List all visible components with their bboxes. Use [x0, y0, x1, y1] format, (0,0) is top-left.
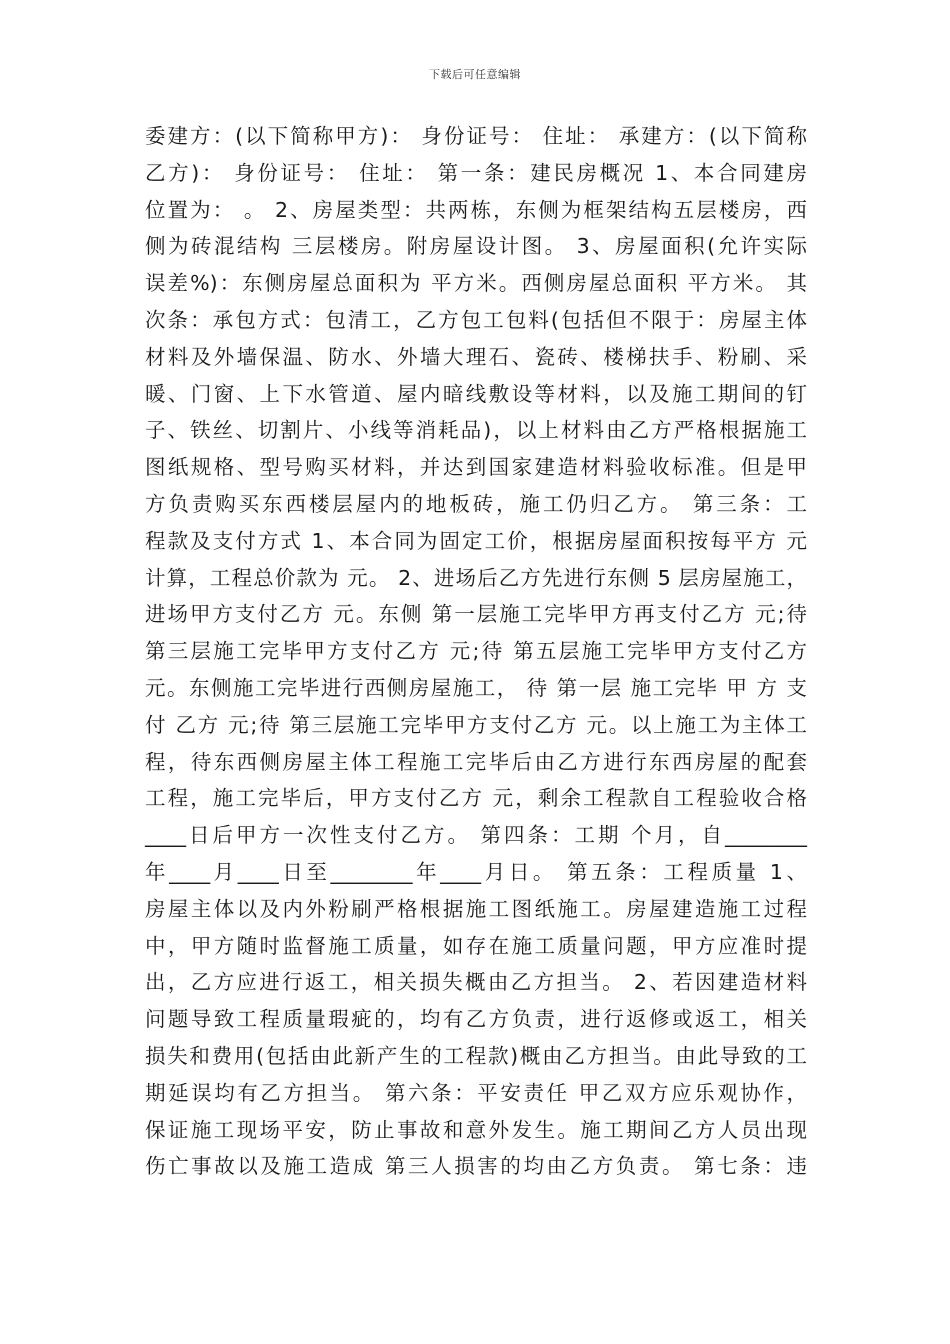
text-line: 第三层施工完毕甲方支付乙方 元;待 第五层施工完毕甲方支付乙方: [145, 639, 807, 664]
text-line: 程，待东西侧房屋主体工程施工完毕后由乙方进行东西房屋的配套: [145, 749, 807, 774]
text-line: 误差%)：东侧房屋总面积为 平方米。西侧房屋总面积 平方米。 其: [145, 271, 807, 296]
text-line: 子、铁丝、切割片、小线等消耗品)，以上材料由乙方严格根据施工: [145, 418, 807, 443]
text-line: 图纸规格、型号购买材料，并达到国家建造材料验收标准。但是甲: [145, 455, 807, 480]
text-line: 付 乙方 元;待 第三层施工完毕甲方支付乙方 元。以上施工为主体工: [145, 712, 807, 737]
text-line: 中，甲方随时监督施工质量，如存在施工质量问题，甲方应准时提: [145, 933, 807, 958]
text-line: 次条：承包方式：包清工，乙方包工包料(包括但不限于：房屋主体: [145, 307, 807, 332]
text-line: 房屋主体以及内外粉刷严格根据施工图纸施工。房屋建造施工过程: [145, 896, 807, 921]
text-line: 暖、门窗、上下水管道、屋内暗线敷设等材料，以及施工期间的钉: [145, 381, 807, 406]
text-line: 期延误均有乙方担当。 第六条：平安责任 甲乙双方应乐观协作，: [145, 1080, 807, 1105]
text-line: ____日后甲方一次性支付乙方。 第四条：工期 个月，自________: [145, 823, 807, 848]
text-line: 程款及支付方式 1、本合同为固定工价，根据房屋面积按每平方 元: [145, 528, 807, 553]
text-line: 位置为： 。 2、房屋类型：共两栋，东侧为框架结构五层楼房，西: [145, 197, 807, 222]
text-line: 计算，工程总价款为 元。 2、进场后乙方先进行东侧 5 层房屋施工，: [145, 565, 807, 590]
page-header-note: 下载后可任意编辑: [429, 68, 521, 81]
text-line: 进场甲方支付乙方 元。东侧 第一层施工完毕甲方再支付乙方 元;待: [145, 602, 807, 627]
text-line: 侧为砖混结构 三层楼房。附房屋设计图。 3、房屋面积(允许实际: [145, 234, 807, 259]
text-line: 出，乙方应进行返工，相关损失概由乙方担当。 2、若因建造材料: [145, 970, 807, 995]
text-line: 乙方)： 身份证号： 住址： 第一条：建民房概况 1、本合同建房: [145, 160, 807, 185]
text-line: 损失和费用(包括由此新产生的工程款)概由乙方担当。由此导致的工: [145, 1043, 807, 1068]
text-line: 委建方：(以下简称甲方)： 身份证号： 住址： 承建方：(以下简称: [145, 124, 807, 148]
text-line: 年____月____日至________年____月日。 第五条：工程质量 1、: [145, 859, 807, 884]
text-line: 方负责购买东西楼层屋内的地板砖，施工仍归乙方。 第三条：工: [145, 491, 807, 516]
text-line: 元。东侧施工完毕进行西侧房屋施工， 待 第一层 施工完毕 甲 方 支: [145, 675, 807, 700]
contract-body: [145, 118, 807, 1185]
text-line: 材料及外墙保温、防水、外墙大理石、瓷砖、楼梯扶手、粉刷、采: [145, 344, 807, 369]
text-line: 保证施工现场平安，防止事故和意外发生。施工期间乙方人员出现: [145, 1117, 807, 1142]
text-line: 问题导致工程质量瑕疵的，均有乙方负责，进行返修或返工，相关: [145, 1007, 807, 1032]
text-line: 伤亡事故以及施工造成 第三人损害的均由乙方负责。 第七条：违: [145, 1154, 807, 1179]
text-line: 工程，施工完毕后，甲方支付乙方 元，剩余工程款自工程验收合格: [145, 786, 807, 811]
